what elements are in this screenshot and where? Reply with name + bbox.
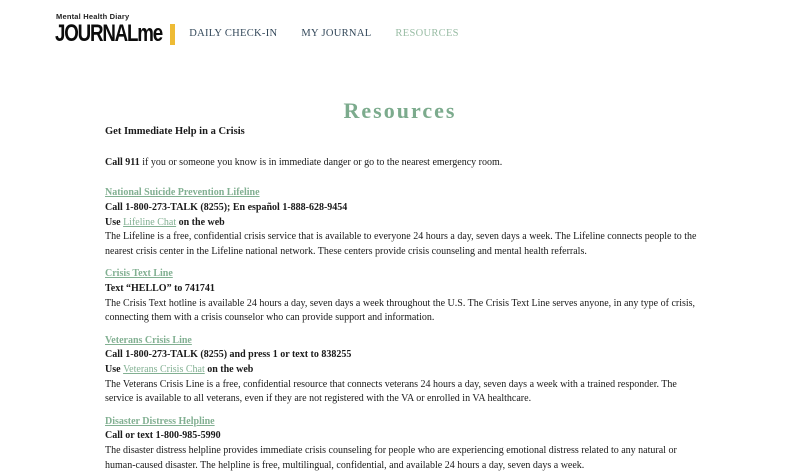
use-suffix: on the web: [204, 364, 254, 376]
resource-title-link[interactable]: Crisis Text Line: [105, 268, 173, 280]
resource-section: [105, 186, 697, 259]
call-911-rest: if you or someone you know is in immediate danger or go to the nearest emergency room.: [139, 156, 503, 168]
use-suffix: on the web: [176, 216, 225, 228]
resource-description: The disaster distress helpline provides immediate crisis counseling for people who are experiencing emotional distress related to any natural or human-caused disaster. The helpline is free, multilingual, confidential, and available 24 hours a day, seven days a week.: [105, 444, 677, 471]
resource-use-line: [105, 216, 697, 231]
resource-contact-line: Call or text 1-800-985-5990: [105, 430, 221, 442]
app-header: [0, 0, 806, 48]
chat-link[interactable]: Lifeline Chat: [123, 216, 177, 228]
resource-use-line: [105, 363, 697, 378]
use-prefix: Use: [105, 364, 124, 376]
resource-contact-line: Call 1-800-273-TALK (8255) and press 1 or text to 838255: [105, 349, 352, 361]
resource-section: [105, 267, 697, 325]
page-content: [105, 125, 697, 473]
resource-sections: [105, 186, 697, 473]
main-nav: [189, 28, 459, 39]
resource-title-link[interactable]: Disaster Distress Helpline: [105, 415, 215, 427]
resource-contact-line: Text “HELLO” to 741741: [105, 283, 215, 295]
resource-title-link[interactable]: National Suicide Prevention Lifeline: [105, 187, 260, 199]
resource-section: [105, 415, 697, 473]
nav-daily-check-in[interactable]: DAILY CHECK-IN: [189, 27, 278, 39]
chat-link[interactable]: Veterans Crisis Chat: [123, 364, 205, 376]
crisis-heading: Get Immediate Help in a Crisis: [105, 126, 245, 138]
nav-resources[interactable]: RESOURCES: [395, 27, 459, 39]
resource-title-link[interactable]: Veterans Crisis Line: [105, 334, 192, 346]
resource-description: The Crisis Text hotline is available 24 hours a day, seven days a week throughout the U.S. The Crisis Text Line serves anyone, in any type of crisis, connecting them with a crisis counselor who can provide support and information.: [105, 297, 696, 324]
use-prefix: Use: [105, 216, 124, 228]
resource-description: The Veterans Crisis Line is a free, confidential resource that connects veterans 24 hours a day, seven days a week with a trained responder. The service is available to all veterans, even if they are not registered with the VA or enrolled in VA healthcare.: [105, 378, 677, 405]
nav-my-journal[interactable]: MY JOURNAL: [301, 27, 372, 39]
resource-section: [105, 334, 697, 407]
brand-logo[interactable]: [55, 12, 175, 46]
page-title: Resources: [343, 98, 457, 123]
call-911-bold: Call 911: [105, 156, 140, 168]
brand-cursor-bar-icon: [170, 24, 175, 45]
call-911-line: [105, 156, 697, 171]
resources-page: [0, 98, 806, 473]
brand-tagline: Mental Health Diary: [56, 12, 130, 21]
resource-contact-line: Call 1-800-273-TALK (8255); En español 1-888-628-9454: [105, 202, 348, 214]
brand-name: JOURNALme: [55, 20, 163, 47]
resource-description: The Lifeline is a free, confidential crisis service that is available to everyone 24 hours a day, seven days a week. The Lifeline connects people to the nearest crisis center in the Lifeline national network. These centers provide crisis counseling and mental health referrals.: [105, 231, 697, 257]
